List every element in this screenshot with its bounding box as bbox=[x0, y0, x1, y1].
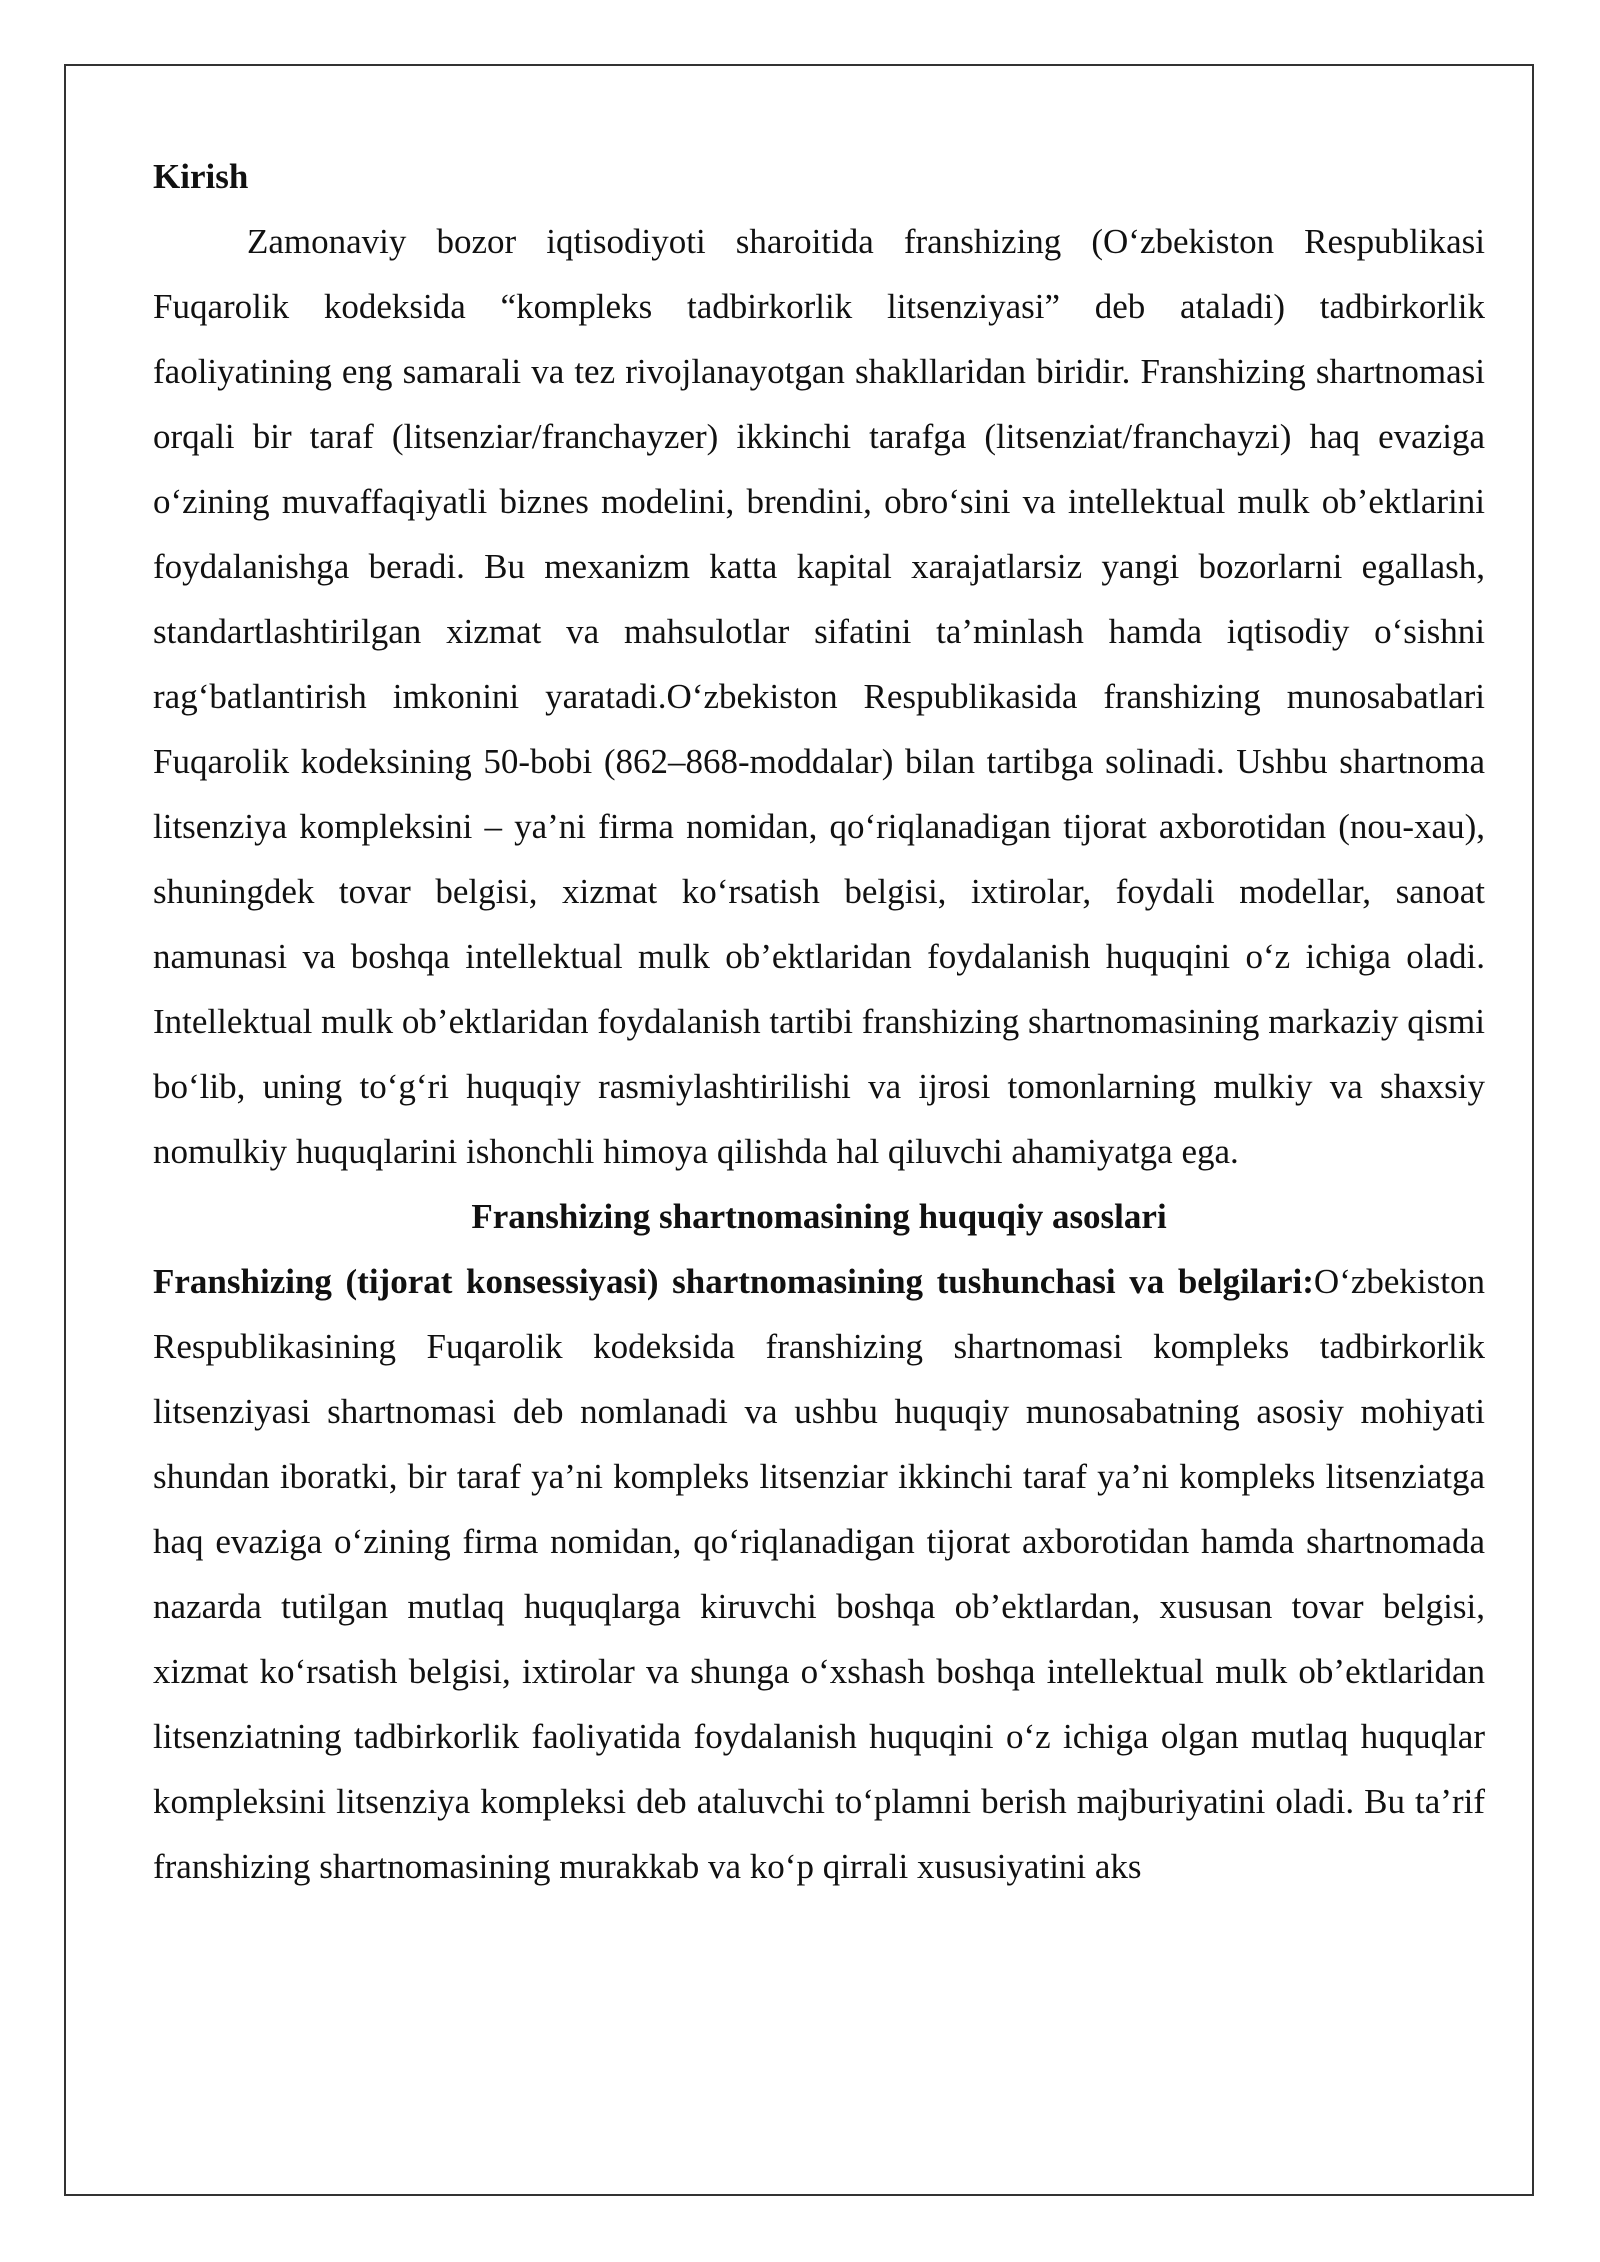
subsection-text: O‘zbekiston Respublikasining Fuqarolik kodeksida franshizing shartnomasi kompleks tadbirkorlik litsenziyasi shartnomasi deb nomlanadi va ushbu huquqiy munosabatning asosiy mohiyati shundan iboratki, bir taraf ya’ni kompleks litsenziar ikkinchi taraf ya’ni kompleks litsenziatga haq evaziga o‘zining firma nomidan, qo‘riqlanadigan tijorat axborotidan hamda shartnomada nazarda tutilgan mutlaq huquqlarga kiruvchi boshqa ob’ektlardan, xususan tovar belgisi, xizmat ko‘rsatish belgisi, ixtirolar va shunga o‘xshash boshqa intellektual mulk ob’ektlaridan litsenziatning tadbirkorlik faoliyatida foydalanish huquqini o‘z ichiga olgan mutlaq huquqlar kompleksini litsenziya kompleksi deb ataluvchi to‘plamni berish majburiyatini oladi. Bu ta’rif franshizing shartnomasining murakkab va ko‘p qirrali xususiyatini aks bbox=[153, 1262, 1485, 1886]
subsection-bold-lead: Franshizing (tijorat konsessiyasi) shartnomasining tushunchasi va belgilari: bbox=[153, 1262, 1314, 1301]
intro-heading: Kirish bbox=[153, 157, 249, 196]
section-heading: Franshizing shartnomasining huquqiy asoslari bbox=[471, 1197, 1167, 1236]
intro-paragraph: Zamonaviy bozor iqtisodiyoti sharoitida franshizing (O‘zbekiston Respublikasi Fuqarolik kodeksida “kompleks tadbirkorlik litsenziyasi” deb ataladi) tadbirkorlik faoliyatining eng samarali va tez rivojlanayotgan shakllaridan biridir. Franshizing shartnomasi orqali bir taraf (litsenziar/franchayzer) ikkinchi tarafga (litsenziat/franchayzi) haq evaziga o‘zining muvaffaqiyatli biznes modelini, brendini, obro‘sini va intellektual mulk ob’ektlarini foydalanishga beradi. Bu mexanizm katta kapital xarajatlarsiz yangi bozorlarni egallash, standartlashtirilgan xizmat va mahsulotlar sifatini ta’minlash hamda iqtisodiy o‘sishni rag‘batlantirish imkonini yaratadi.O‘zbekiston Respublikasida franshizing munosabatlari Fuqarolik kodeksining 50-bobi (862–868-moddalar) bilan tartibga solinadi. Ushbu shartnoma litsenziya kompleksini – ya’ni firma nomidan, qo‘riqlanadigan tijorat axborotidan (nou-xau), shuningdek tovar belgisi, xizmat ko‘rsatish belgisi, ixtirolar, foydali modellar, sanoat namunasi va boshqa intellektual mulk ob’ektlaridan foydalanish huquqini o‘z ichiga oladi. Intellektual mulk ob’ektlaridan foydalanish tartibi franshizing shartnomasining markaziy qismi bo‘lib, uning to‘g‘ri huquqiy rasmiylashtirilishi va ijrosi tomonlarning mulkiy va shaxsiy nomulkiy huquqlarini ishonchli himoya qilishda hal qiluvchi ahamiyatga ega. bbox=[153, 222, 1485, 1171]
document-body bbox=[153, 144, 1485, 1899]
subsection-paragraph bbox=[153, 1249, 1485, 1899]
